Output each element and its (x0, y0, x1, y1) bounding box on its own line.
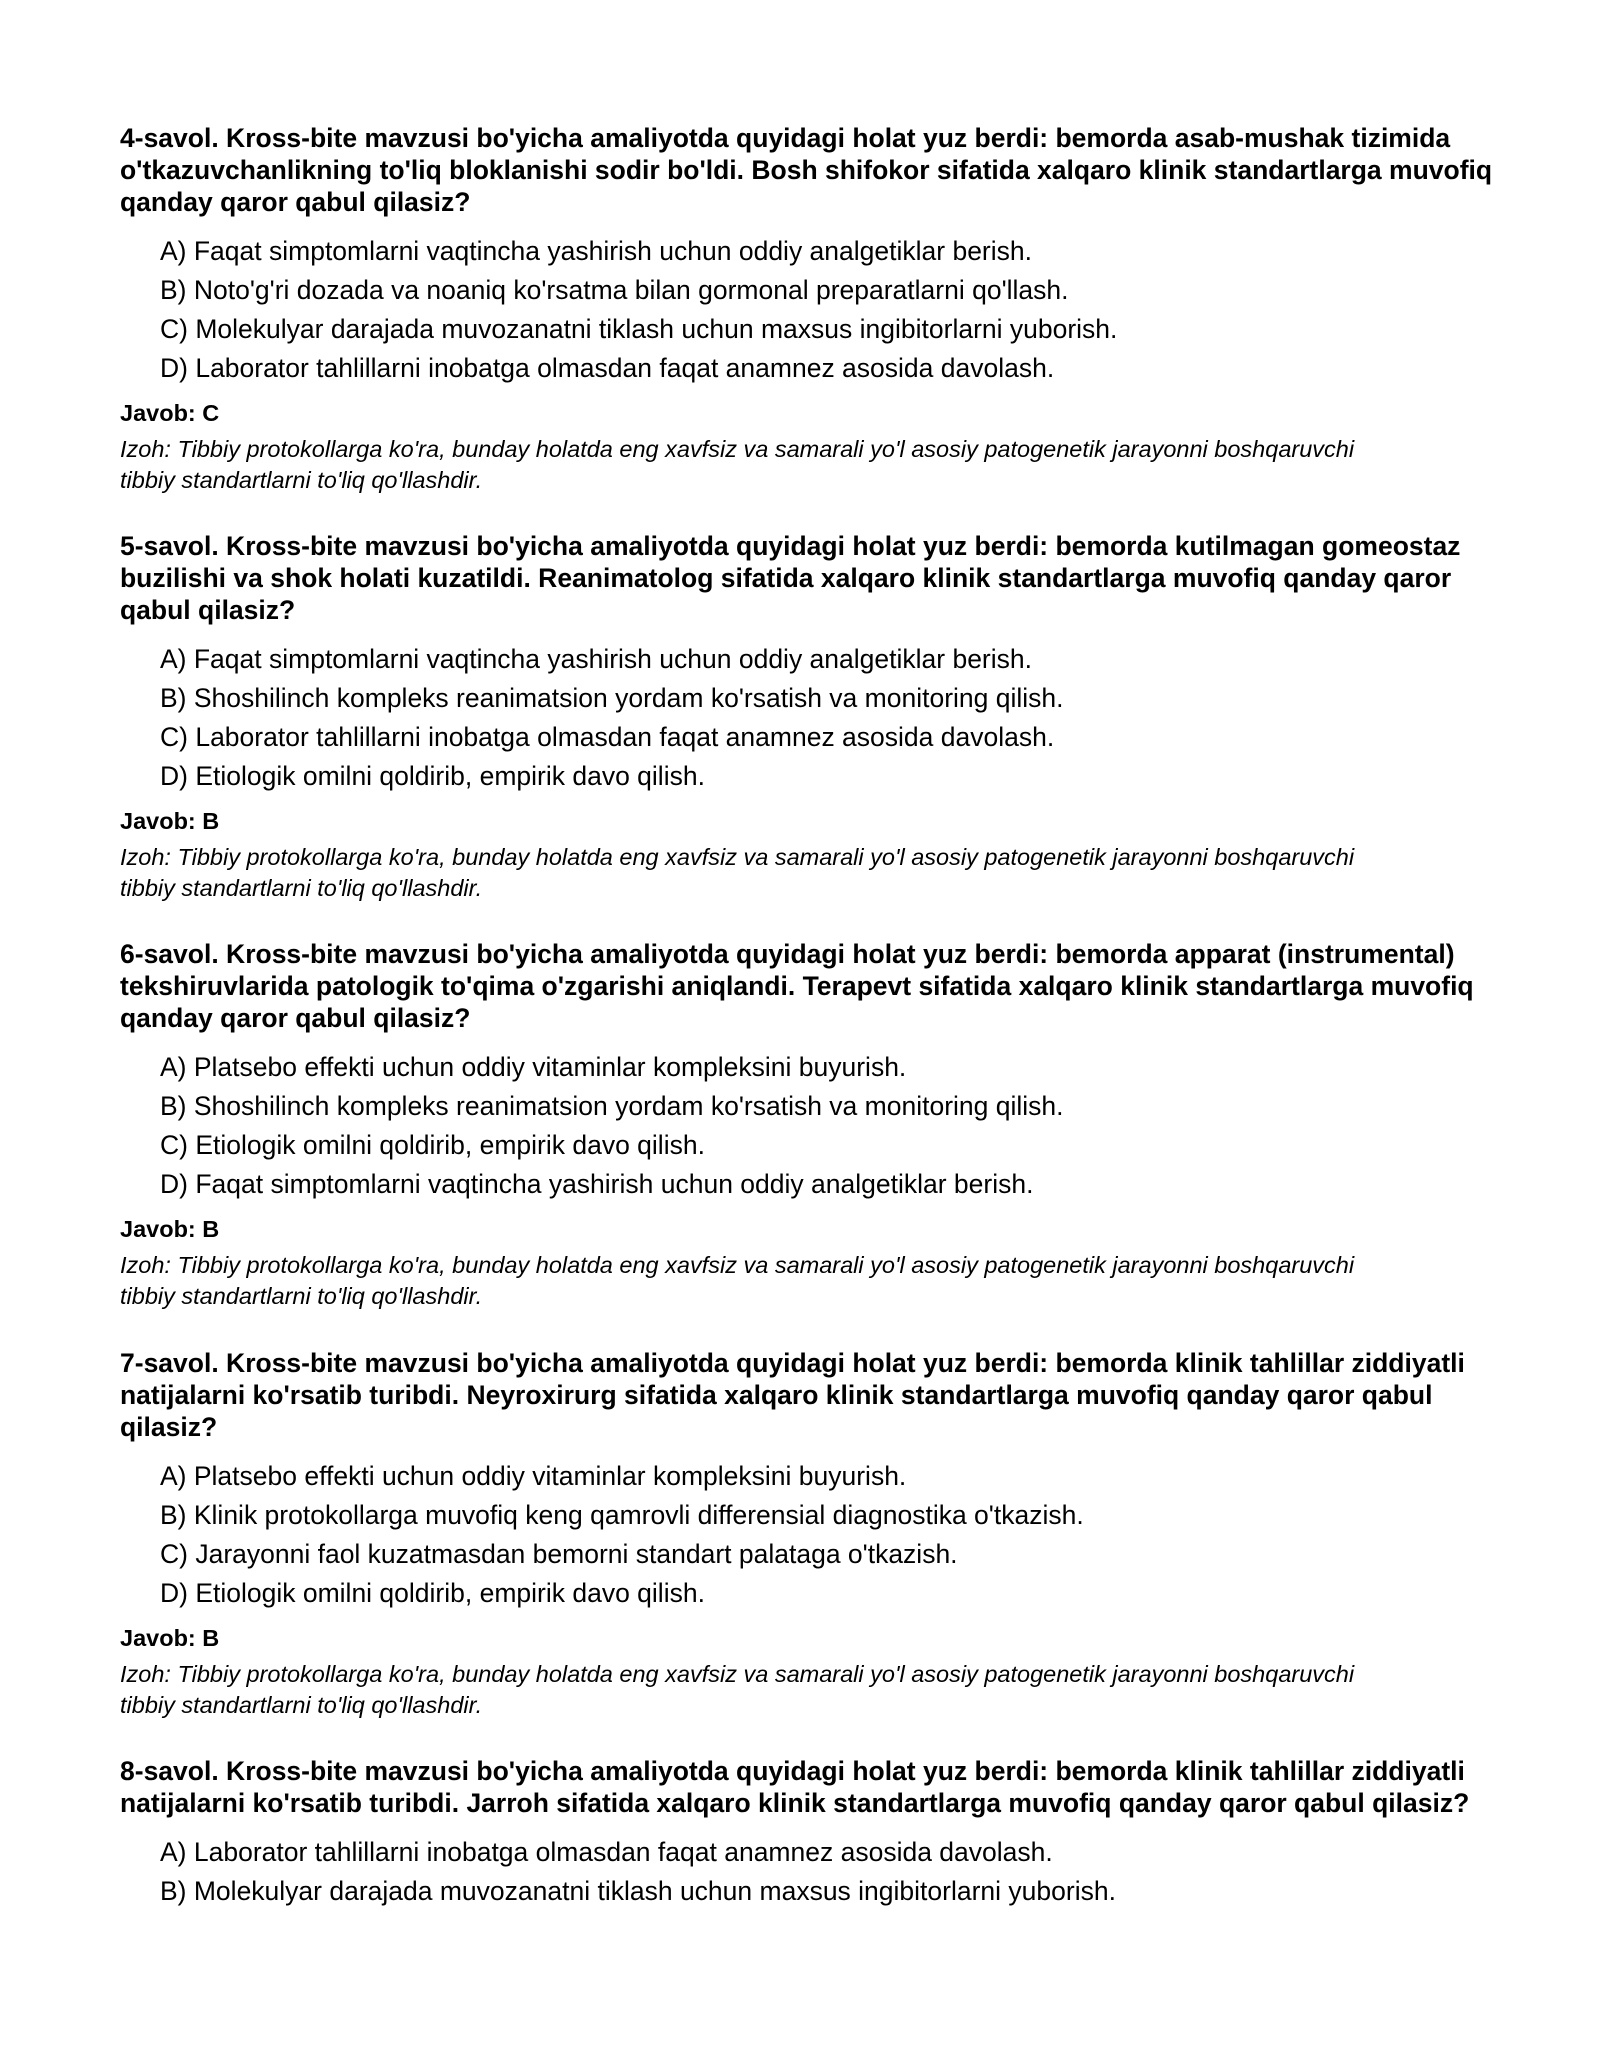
question-text: 4-savol. Kross-bite mavzusi bo'yicha amaliyotda quyidagi holat yuz berdi: bemorda asab-mushak tizimida o'tkazuvchanlikning to'liq bloklanishi sodir bo'ldi. Bosh shifokor sifatida xalqaro klinik standartlarga muvofiq qanday qaror qabul qilasiz? (120, 123, 1493, 217)
options-list (120, 1833, 1500, 1911)
answer-line (120, 1214, 1500, 1244)
option-c: C) Etiologik omilni qoldirib, empirik davo qilish. (160, 1130, 705, 1160)
option-c: C) Jarayonni faol kuzatmasdan bemorni standart palataga o'tkazish. (160, 1539, 958, 1569)
option-b: B) Shoshilinch kompleks reanimatsion yordam ko'rsatish va monitoring qilish. (160, 683, 1064, 713)
question-block (120, 938, 1500, 1312)
option-b: B) Molekulyar darajada muvozanatni tiklash uchun maxsus ingibitorlarni yuborish. (160, 1876, 1116, 1906)
answer-label: Javob: (120, 1216, 196, 1242)
question-block (120, 1347, 1500, 1721)
option-a: A) Faqat simptomlarni vaqtincha yashirish uchun oddiy analgetiklar berish. (160, 236, 1032, 266)
answer-value: B (202, 1625, 220, 1651)
options-list (120, 1048, 1500, 1204)
option-b: B) Klinik protokollarga muvofiq keng qamrovli differensial diagnostika o'tkazish. (160, 1500, 1084, 1530)
explanation-note: Izoh: Tibbiy protokollarga ko'ra, bunday holatda eng xavfsiz va samarali yo'l asosiy patogenetik jarayonni boshqaruvchi tibbiy standartlarni to'liq qo'llashdir. (120, 1661, 1355, 1718)
options-list (120, 1457, 1500, 1613)
answer-value: C (202, 400, 220, 426)
option-b: B) Shoshilinch kompleks reanimatsion yordam ko'rsatish va monitoring qilish. (160, 1091, 1064, 1121)
option-d: D) Etiologik omilni qoldirib, empirik davo qilish. (160, 761, 705, 791)
question-text: 8-savol. Kross-bite mavzusi bo'yicha amaliyotda quyidagi holat yuz berdi: bemorda klinik tahlillar ziddiyatli natijalarni ko'rsatib turibdi. Jarroh sifatida xalqaro klinik standartlarga muvofiq qanday qaror qabul qilasiz? (120, 1756, 1470, 1818)
question-block (120, 530, 1500, 904)
answer-label: Javob: (120, 1625, 196, 1651)
explanation-note: Izoh: Tibbiy protokollarga ko'ra, bunday holatda eng xavfsiz va samarali yo'l asosiy patogenetik jarayonni boshqaruvchi tibbiy standartlarni to'liq qo'llashdir. (120, 844, 1355, 901)
option-a: A) Platsebo effekti uchun oddiy vitaminlar kompleksini buyurish. (160, 1052, 907, 1082)
answer-value: B (202, 808, 220, 834)
answer-line (120, 806, 1500, 836)
answer-line (120, 1623, 1500, 1653)
answer-value: B (202, 1216, 220, 1242)
answer-label: Javob: (120, 400, 196, 426)
answer-line (120, 398, 1500, 428)
question-text: 6-savol. Kross-bite mavzusi bo'yicha amaliyotda quyidagi holat yuz berdi: bemorda apparat (instrumental) tekshiruvlarida patologik to'qima o'zgarishi aniqlandi. Terapevt sifatida xalqaro klinik standartlarga muvofiq qanday qaror qabul qilasiz? (120, 939, 1474, 1033)
answer-label: Javob: (120, 808, 196, 834)
option-d: D) Etiologik omilni qoldirib, empirik davo qilish. (160, 1578, 705, 1608)
option-a: A) Platsebo effekti uchun oddiy vitaminlar kompleksini buyurish. (160, 1461, 907, 1491)
option-d: D) Faqat simptomlarni vaqtincha yashirish uchun oddiy analgetiklar berish. (160, 1169, 1034, 1199)
option-c: C) Laborator tahlillarni inobatga olmasdan faqat anamnez asosida davolash. (160, 722, 1055, 752)
question-block (120, 122, 1500, 496)
explanation-note: Izoh: Tibbiy protokollarga ko'ra, bunday holatda eng xavfsiz va samarali yo'l asosiy patogenetik jarayonni boshqaruvchi tibbiy standartlarni to'liq qo'llashdir. (120, 436, 1355, 493)
options-list (120, 640, 1500, 796)
question-text: 5-savol. Kross-bite mavzusi bo'yicha amaliyotda quyidagi holat yuz berdi: bemorda kutilmagan gomeostaz buzilishi va shok holati kuzatildi. Reanimatolog sifatida xalqaro klinik standartlarga muvofiq qanday qaror qabul qilasiz? (120, 531, 1461, 625)
option-a: A) Faqat simptomlarni vaqtincha yashirish uchun oddiy analgetiklar berish. (160, 644, 1032, 674)
question-text: 7-savol. Kross-bite mavzusi bo'yicha amaliyotda quyidagi holat yuz berdi: bemorda klinik tahlillar ziddiyatli natijalarni ko'rsatib turibdi. Neyroxirurg sifatida xalqaro klinik standartlarga muvofiq qanday qaror qabul qilasiz? (120, 1348, 1465, 1442)
option-c: C) Molekulyar darajada muvozanatni tiklash uchun maxsus ingibitorlarni yuborish. (160, 314, 1118, 344)
option-d: D) Laborator tahlillarni inobatga olmasdan faqat anamnez asosida davolash. (160, 353, 1055, 383)
explanation-note: Izoh: Tibbiy protokollarga ko'ra, bunday holatda eng xavfsiz va samarali yo'l asosiy patogenetik jarayonni boshqaruvchi tibbiy standartlarni to'liq qo'llashdir. (120, 1252, 1355, 1309)
question-block (120, 1755, 1500, 1911)
option-a: A) Laborator tahlillarni inobatga olmasdan faqat anamnez asosida davolash. (160, 1837, 1053, 1867)
options-list (120, 232, 1500, 388)
option-b: B) Noto'g'ri dozada va noaniq ko'rsatma bilan gormonal preparatlarni qo'llash. (160, 275, 1069, 305)
